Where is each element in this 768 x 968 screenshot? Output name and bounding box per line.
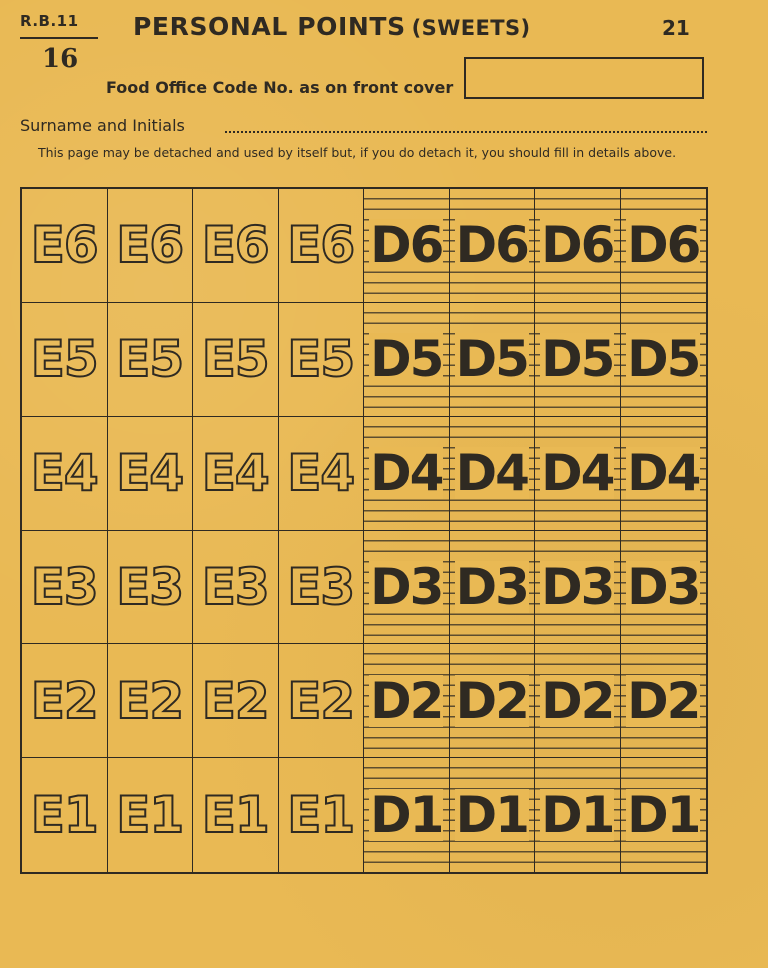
detach-note: This page may be detached and used by itself but, if you do detach it, you should fill in details above. xyxy=(38,145,677,160)
coupon-label: E2 xyxy=(201,671,269,730)
coupon-e1 xyxy=(193,758,279,872)
page-title-main: PERSONAL POINTS xyxy=(133,12,406,41)
page-number: 21 xyxy=(662,16,690,40)
coupon-label: D3 xyxy=(627,557,700,616)
form-sub-number: 16 xyxy=(42,44,79,74)
coupon-label: E5 xyxy=(287,330,355,389)
form-code-rule xyxy=(20,37,98,39)
coupon-e3 xyxy=(193,531,279,645)
coupon-label: D6 xyxy=(541,216,614,275)
coupon-label: E2 xyxy=(116,671,184,730)
coupon-label: E1 xyxy=(116,786,184,845)
coupon-d5 xyxy=(535,303,621,417)
coupon-label: D5 xyxy=(541,330,614,389)
coupon-d3 xyxy=(621,531,707,645)
coupon-label: E3 xyxy=(201,557,269,616)
form-code: R.B.11 xyxy=(20,12,79,30)
coupon-label: E4 xyxy=(116,444,184,503)
coupon-e1 xyxy=(279,758,365,872)
coupon-label: D5 xyxy=(455,330,528,389)
coupon-d2 xyxy=(621,644,707,758)
coupon-e4 xyxy=(279,417,365,531)
coupon-e2 xyxy=(279,644,365,758)
coupon-label: D4 xyxy=(541,444,614,503)
coupon-label: E4 xyxy=(30,444,98,503)
coupon-label: D2 xyxy=(370,671,443,730)
coupon-d3 xyxy=(364,531,450,645)
coupon-e6 xyxy=(108,189,194,303)
coupon-label: E6 xyxy=(30,216,98,275)
coupon-label: E1 xyxy=(287,786,355,845)
coupon-e4 xyxy=(22,417,108,531)
coupon-label: E6 xyxy=(116,216,184,275)
coupon-e2 xyxy=(22,644,108,758)
coupon-e6 xyxy=(279,189,365,303)
coupon-label: D1 xyxy=(370,786,443,845)
coupon-label: E3 xyxy=(116,557,184,616)
page-title-paren: (SWEETS) xyxy=(411,16,531,40)
coupon-label: E6 xyxy=(201,216,269,275)
coupon-label: E5 xyxy=(30,330,98,389)
coupon-e6 xyxy=(22,189,108,303)
coupon-e4 xyxy=(108,417,194,531)
coupon-label: E2 xyxy=(287,671,355,730)
coupon-label: D2 xyxy=(541,671,614,730)
coupon-e4 xyxy=(193,417,279,531)
coupon-d2 xyxy=(535,644,621,758)
coupon-label: D4 xyxy=(627,444,700,503)
coupon-d6 xyxy=(535,189,621,303)
coupon-e1 xyxy=(22,758,108,872)
coupon-d4 xyxy=(450,417,536,531)
coupon-label: D4 xyxy=(455,444,528,503)
coupon-d6 xyxy=(450,189,536,303)
coupon-d2 xyxy=(364,644,450,758)
coupon-e1 xyxy=(108,758,194,872)
coupon-d2 xyxy=(450,644,536,758)
coupon-label: D5 xyxy=(627,330,700,389)
page-title xyxy=(133,12,531,41)
coupon-label: E3 xyxy=(287,557,355,616)
food-office-code-box[interactable] xyxy=(464,57,704,99)
coupon-label: D1 xyxy=(455,786,528,845)
coupon-d1 xyxy=(450,758,536,872)
coupon-d5 xyxy=(364,303,450,417)
coupon-label: D3 xyxy=(370,557,443,616)
coupon-d3 xyxy=(535,531,621,645)
coupon-d4 xyxy=(535,417,621,531)
coupon-label: D1 xyxy=(541,786,614,845)
coupon-label: D3 xyxy=(455,557,528,616)
coupon-label: D6 xyxy=(455,216,528,275)
coupon-d5 xyxy=(621,303,707,417)
coupon-d6 xyxy=(364,189,450,303)
coupon-label: D2 xyxy=(627,671,700,730)
coupon-label: E1 xyxy=(30,786,98,845)
coupon-label: D6 xyxy=(627,216,700,275)
coupon-label: E3 xyxy=(30,557,98,616)
coupon-label: D4 xyxy=(370,444,443,503)
coupon-e3 xyxy=(108,531,194,645)
coupon-label: E6 xyxy=(287,216,355,275)
coupon-d6 xyxy=(621,189,707,303)
food-office-label: Food Office Code No. as on front cover xyxy=(106,78,454,97)
coupon-label: E2 xyxy=(30,671,98,730)
coupon-e2 xyxy=(108,644,194,758)
coupon-e5 xyxy=(22,303,108,417)
coupon-grid xyxy=(20,187,708,874)
coupon-e5 xyxy=(193,303,279,417)
coupon-e6 xyxy=(193,189,279,303)
coupon-d4 xyxy=(364,417,450,531)
coupon-d1 xyxy=(364,758,450,872)
coupon-label: E1 xyxy=(201,786,269,845)
coupon-d1 xyxy=(621,758,707,872)
coupon-e3 xyxy=(279,531,365,645)
coupon-e5 xyxy=(108,303,194,417)
coupon-label: D1 xyxy=(627,786,700,845)
coupon-d3 xyxy=(450,531,536,645)
coupon-label: E5 xyxy=(116,330,184,389)
coupon-e2 xyxy=(193,644,279,758)
coupon-label: D6 xyxy=(370,216,443,275)
coupon-label: E5 xyxy=(201,330,269,389)
surname-field[interactable] xyxy=(225,131,707,133)
coupon-e5 xyxy=(279,303,365,417)
coupon-d1 xyxy=(535,758,621,872)
coupon-label: D5 xyxy=(370,330,443,389)
coupon-e3 xyxy=(22,531,108,645)
coupon-label: E4 xyxy=(287,444,355,503)
coupon-label: E4 xyxy=(201,444,269,503)
coupon-label: D2 xyxy=(455,671,528,730)
coupon-label: D3 xyxy=(541,557,614,616)
coupon-d4 xyxy=(621,417,707,531)
surname-label: Surname and Initials xyxy=(20,116,185,135)
coupon-d5 xyxy=(450,303,536,417)
